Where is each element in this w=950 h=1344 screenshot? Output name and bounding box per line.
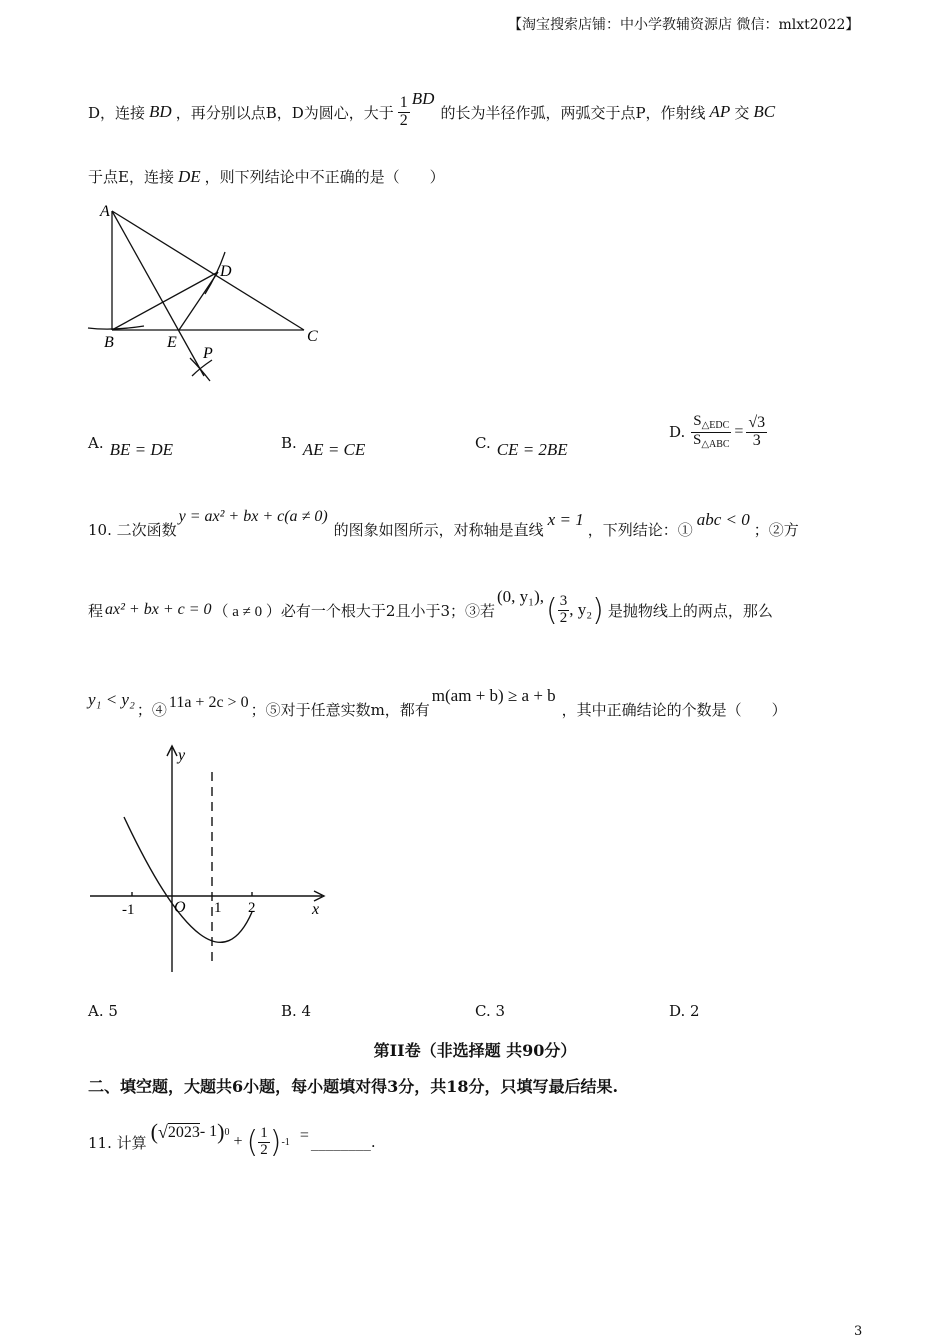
q9-d-den-s: S — [692, 431, 702, 448]
q10-func: y = ax² + bx + c(a ≠ 0) — [178, 508, 328, 525]
q10-pt1: (0, y₁), — [497, 587, 544, 606]
q10-c1: abc < 0 — [696, 510, 750, 529]
q10-option-c[interactable]: C. 3 — [475, 1002, 506, 1020]
q9-line1 — [88, 82, 775, 142]
label-a: A — [100, 203, 110, 220]
q10-option-a[interactable]: A. 5 — [88, 1002, 118, 1020]
q11-exp0: 0 — [224, 1126, 230, 1138]
q10-line2-b: 必有一个根大于2且小于3；③若 — [280, 601, 495, 620]
graph-origin-label: O — [174, 899, 186, 916]
q10-line1 — [88, 496, 799, 540]
q10-line2-c: 是抛物线上的两点，那么 — [607, 601, 773, 620]
q9-frac-den: 2 — [399, 111, 408, 129]
q11-frac-num: 1 — [260, 1124, 268, 1141]
q10-option-b[interactable]: B. 4 — [281, 1002, 312, 1020]
q11-lparen: ( — [150, 1119, 158, 1144]
label-p: P — [203, 345, 213, 362]
q9-d-equals: = — [734, 423, 744, 440]
q10-cond: （ a ≠ 0 ） — [213, 603, 281, 620]
label-c: C — [307, 328, 318, 345]
q11-equals: = — [299, 1127, 309, 1144]
q9-d-num-s: S — [693, 413, 702, 429]
q9-d-rden: 3 — [752, 431, 761, 449]
q9-option-a-text: BE = DE — [109, 440, 174, 459]
q9-bc: BC — [753, 102, 776, 121]
label-b: B — [104, 334, 114, 351]
q11-answer-blank[interactable]: ________. — [310, 1133, 376, 1151]
q10-pt2-y: , y₂ — [569, 600, 593, 619]
q9-bd-2: BD — [411, 89, 435, 108]
q10-pt2-den: 2 — [559, 609, 568, 626]
q11-line — [88, 1114, 376, 1170]
q9-option-c-text: CE = 2BE — [496, 440, 568, 459]
q9-de: DE — [177, 166, 201, 186]
q9-option-b-text: AE = CE — [302, 440, 366, 459]
q10-parabola-graph — [84, 742, 334, 974]
q9-d-num-sub: △EDC — [701, 420, 730, 431]
q10-text1: 的图象如图所示，对称轴是直线 — [333, 521, 544, 539]
q9-bd-1: BD — [149, 102, 172, 121]
graph-1-label: 1 — [214, 900, 222, 916]
q10-option-d[interactable]: D. 2 — [669, 1002, 700, 1020]
ray-ap — [112, 211, 204, 376]
q9-line1-text-a: D，连接 — [88, 103, 146, 122]
q9-line2-text-a: 于点E，连接 — [88, 168, 174, 186]
q9-option-c[interactable] — [475, 434, 568, 460]
q9-line1-text-c: 的长为半径作弧，两弧交于点P，作射线 — [440, 103, 706, 122]
q11-minus-one: - 1 — [199, 1123, 218, 1140]
q9-option-a[interactable] — [88, 434, 174, 460]
section2-title: 第II卷（非选择题 共90分） — [373, 1041, 577, 1060]
q11-rparen: ) — [217, 1119, 225, 1144]
q10-pt2-num: 3 — [559, 592, 568, 609]
q10-line2 — [88, 584, 773, 636]
label-d: D — [220, 263, 232, 280]
q10-text2: ，下列结论：① — [587, 521, 693, 539]
q10-line3 — [88, 680, 787, 720]
graph-x-label: x — [312, 901, 320, 918]
side-ac — [112, 211, 304, 330]
q9-line2-text-b: ，则下列结论中不正确的是（ ） — [204, 168, 445, 186]
q9-triangle-figure — [82, 198, 332, 384]
q9-option-d-label: D. — [669, 423, 686, 441]
q9-line2 — [88, 166, 445, 187]
q11-frac-lparen: ( — [246, 1124, 259, 1160]
q10-prefix: 10. 二次函数 — [88, 521, 177, 539]
q10-pt2-lparen: ( — [546, 592, 558, 628]
graph-2-label: 2 — [248, 900, 256, 916]
q11-frac-rparen: ) — [269, 1124, 282, 1160]
q10-c4: 11a + 2c > 0 — [168, 694, 249, 711]
q9-option-b[interactable] — [281, 434, 366, 460]
q10-text3: ；②方 — [753, 521, 799, 539]
q9-frac-num: 1 — [399, 93, 408, 111]
graph-y-label: y — [178, 747, 186, 764]
section2-instructions: 二、填空题，大题共6小题，每小题填对得3分，共18分，只填写最后结果. — [88, 1077, 619, 1096]
graph-neg1-label: -1 — [122, 902, 135, 918]
q9-option-d-area-ratio — [691, 414, 731, 450]
q11-prefix: 11. 计算 — [88, 1133, 147, 1152]
q11-frac-den: 2 — [260, 1141, 268, 1158]
q10-text5: ；⑤对于任意实数m，都有 — [250, 701, 430, 719]
q11-half-fraction — [258, 1126, 270, 1159]
q9-option-b-label: B. — [281, 434, 297, 452]
q9-half-fraction — [398, 95, 410, 130]
q9-d-den-sub: △ABC — [701, 438, 730, 450]
q9-option-d[interactable] — [669, 414, 767, 450]
parabola-curve — [124, 817, 252, 942]
q9-ap: AP — [709, 102, 731, 121]
q10-c3: y₁ < y₂ — [88, 690, 135, 709]
q9-line1-text-b: ，再分别以点B，D为圆心，大于 — [175, 103, 394, 122]
q10-text6: ，其中正确结论的个数是（ ） — [561, 701, 787, 719]
segment-bd — [112, 272, 218, 330]
q11-term1 — [151, 1119, 230, 1145]
q10-line2-a: 程 — [88, 601, 104, 620]
q10-eq2: ax² + bx + c = 0 — [105, 601, 212, 618]
q9-d-rnum: √3 — [748, 413, 766, 431]
q11-sqrt-sign: √ — [157, 1121, 168, 1142]
label-e: E — [167, 334, 177, 351]
q10-pt2-rparen: ) — [592, 592, 604, 628]
q9-option-d-root-fraction — [746, 415, 767, 450]
q11-exp-neg1: -1 — [281, 1136, 290, 1148]
q9-jiao: 交 — [734, 103, 750, 122]
q9-option-a-label: A. — [88, 434, 104, 452]
header-banner: 【淘宝搜索店铺：中小学教辅资源店 微信：mlxt2022】 — [508, 17, 860, 33]
q9-option-c-label: C. — [475, 434, 491, 452]
q10-pt2-fraction — [558, 594, 570, 627]
q10-axis: x = 1 — [547, 510, 584, 529]
q11-sqrt-value: 2023 — [167, 1123, 200, 1141]
q10-c5: m(am + b) ≥ a + b — [431, 686, 556, 705]
page-number: 3 — [854, 1324, 863, 1339]
q10-sep4: ；④ — [136, 701, 167, 719]
q11-plus: + — [233, 1133, 243, 1150]
